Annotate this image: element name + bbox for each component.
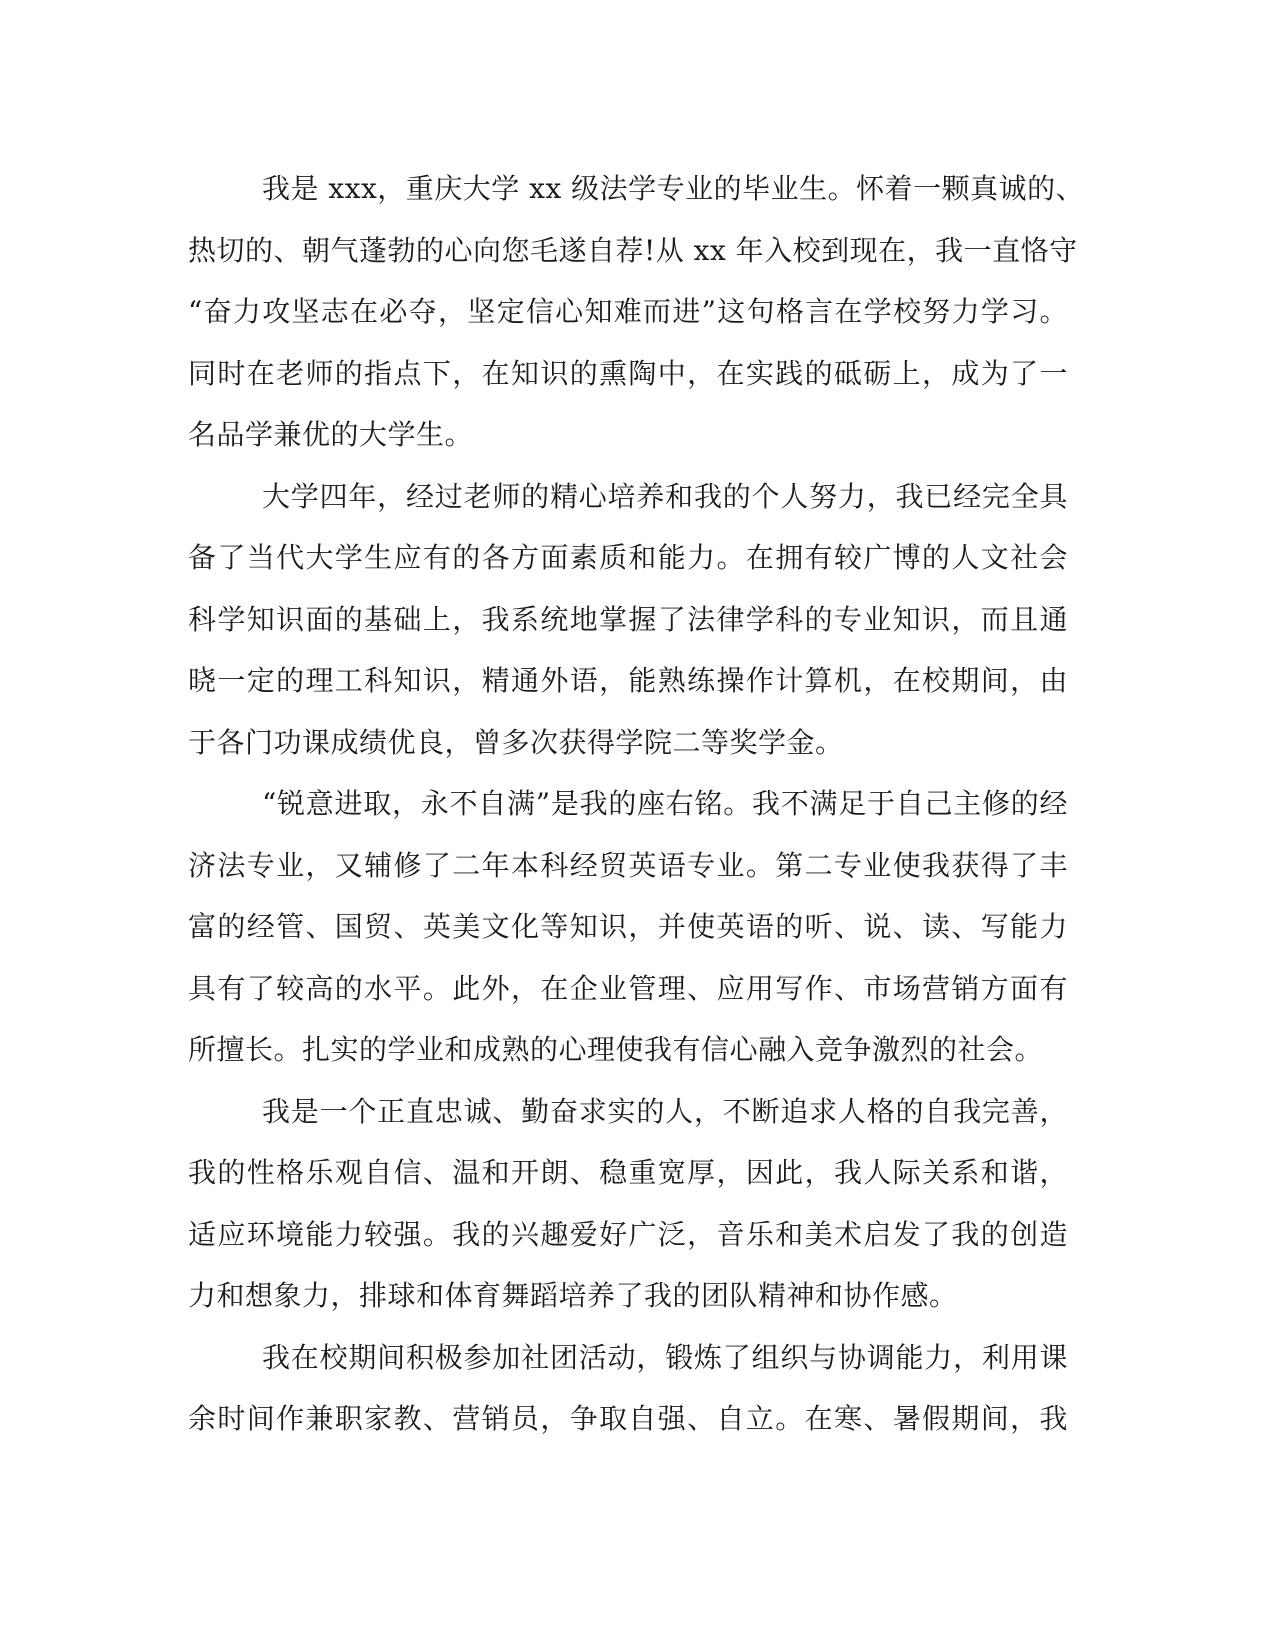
- text-line: 我在校期间积极参加社团活动，锻炼了组织与协调能力，利用课: [262, 1340, 1068, 1374]
- text-line: “锐意进取，永不自满”是我的座右铭。我不满足于自己主修的经: [262, 787, 1068, 820]
- text-line: 晓一定的理工科知识，精通外语，能熟练操作计算机，在校期间，由: [188, 664, 1068, 697]
- paragraph-motto: [188, 773, 1068, 1081]
- text-line: “奋力攻坚志在必夺，坚定信心知难而进”这句格言在学校努力学习。: [188, 295, 1068, 328]
- text-line: 我的性格乐观自信、温和开朗、稳重宽厚，因此，我人际关系和谐，: [188, 1156, 1068, 1189]
- text-line: 我是一个正直忠诚、勤奋求实的人，不断追求人格的自我完善，: [262, 1094, 1068, 1128]
- text-line: 我是 xxx，重庆大学 xx 级法学专业的毕业生。怀着一颗真诚的、: [262, 172, 1085, 205]
- text-line: 名品学兼优的大学生。: [188, 418, 474, 451]
- text-line: 于各门功课成绩优良，曾多次获得学院二等奖学金。: [188, 725, 844, 759]
- text-line: 热切的、朝气蓬勃的心向您毛遂自荐!从 xx 年入校到现在，我一直恪守: [188, 233, 1078, 267]
- document-body: [188, 158, 1085, 1450]
- text-line: 余时间作兼职家教、营销员，争取自强、自立。在寒、暑假期间，我: [188, 1402, 1068, 1435]
- text-line: 富的经管、国贸、英美文化等知识，并使英语的听、说、读、写能力: [188, 910, 1068, 943]
- text-line: 适应环境能力较强。我的兴趣爱好广泛，音乐和美术启发了我的创造: [188, 1217, 1068, 1251]
- paragraph-activities: [188, 1327, 1068, 1450]
- text-line: 所擅长。扎实的学业和成熟的心理使我有信心融入竞争激烈的社会。: [188, 1033, 1044, 1066]
- text-line: 力和想象力，排球和体育舞蹈培养了我的团队精神和协作感。: [188, 1279, 958, 1312]
- text-line: 备了当代大学生应有的各方面素质和能力。在拥有较广博的人文社会: [188, 541, 1068, 574]
- text-line: 大学四年，经过老师的精心培养和我的个人努力，我已经完全具: [262, 479, 1068, 513]
- paragraph-self-introduction: [188, 158, 1085, 466]
- text-line: 济法专业，又辅修了二年本科经贸英语专业。第二专业使我获得了丰: [188, 848, 1068, 882]
- text-line: 同时在老师的指点下，在知识的熏陶中，在实践的砥砺上，成为了一: [188, 356, 1068, 390]
- paragraph-university-years: [188, 466, 1068, 774]
- paragraph-personality: [188, 1081, 1068, 1327]
- text-line: 具有了较高的水平。此外，在企业管理、应用写作、市场营销方面有: [188, 971, 1068, 1005]
- text-line: 科学知识面的基础上，我系统地掌握了法律学科的专业知识，而且通: [188, 602, 1068, 636]
